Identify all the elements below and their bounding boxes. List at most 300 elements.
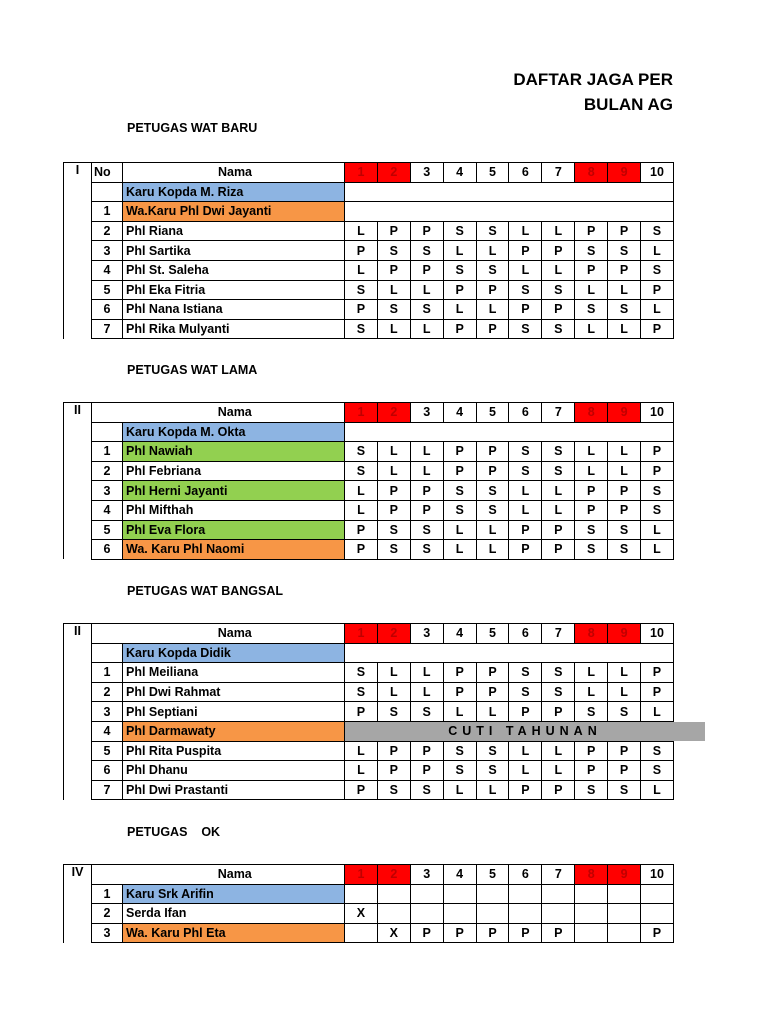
staff-name: Phl Nawiah: [123, 442, 345, 462]
shift-cell: P: [345, 520, 378, 540]
shift-cell: S: [509, 319, 542, 339]
shift-cell: L: [542, 741, 575, 761]
shift-cell: L: [377, 663, 410, 683]
shift-cell: P: [345, 780, 378, 800]
day-header: 6: [509, 865, 542, 885]
shift-cell: L: [575, 280, 608, 300]
shift-cell: S: [410, 780, 443, 800]
shift-cell: P: [443, 280, 476, 300]
shift-cell: S: [509, 442, 542, 462]
shift-cell: S: [377, 780, 410, 800]
shift-cell: S: [410, 241, 443, 261]
shift-cell: L: [509, 741, 542, 761]
shift-cell: P: [641, 280, 674, 300]
shift-cell: P: [443, 461, 476, 481]
staff-name: Phl Nana Istiana: [123, 300, 345, 320]
table-row: [64, 741, 674, 761]
day-header: 8: [575, 163, 608, 183]
staff-name: Karu Kopda M. Riza: [123, 182, 345, 202]
table-row: [64, 260, 674, 280]
roster-table: [63, 864, 674, 943]
shift-cell: P: [608, 761, 641, 781]
shift-cell: P: [641, 682, 674, 702]
day-header: 3: [410, 163, 443, 183]
shift-cell: P: [542, 923, 575, 943]
shift-cell: [345, 884, 378, 904]
shift-cell: P: [608, 221, 641, 241]
shift-cell-empty: [345, 643, 674, 663]
shift-cell: P: [608, 481, 641, 501]
shift-cell: [345, 923, 378, 943]
row-number: [92, 643, 123, 663]
table-row: [64, 520, 674, 540]
shift-cell: P: [641, 442, 674, 462]
shift-cell: P: [410, 260, 443, 280]
column-header-name: Nama: [123, 163, 345, 183]
shift-cell: L: [608, 280, 641, 300]
shift-cell: S: [641, 481, 674, 501]
shift-cell: P: [443, 682, 476, 702]
shift-cell: S: [345, 461, 378, 481]
row-number: 2: [92, 461, 123, 481]
shift-cell: [608, 884, 641, 904]
staff-name: Phl Rika Mulyanti: [123, 319, 345, 339]
shift-cell: S: [377, 520, 410, 540]
shift-cell: S: [575, 300, 608, 320]
staff-name: Phl Riana: [123, 221, 345, 241]
shift-cell: P: [410, 741, 443, 761]
shift-cell: S: [476, 481, 509, 501]
table-row: [64, 461, 674, 481]
shift-cell: S: [377, 702, 410, 722]
shift-cell: L: [641, 241, 674, 261]
shift-cell: P: [443, 319, 476, 339]
shift-cell: L: [608, 319, 641, 339]
shift-cell: S: [509, 663, 542, 683]
shift-cell: L: [443, 540, 476, 560]
shift-cell: L: [410, 682, 443, 702]
day-header: 4: [443, 865, 476, 885]
shift-cell: P: [641, 461, 674, 481]
table-row: [64, 241, 674, 261]
shift-cell: P: [377, 221, 410, 241]
shift-cell: L: [377, 280, 410, 300]
shift-cell: L: [641, 520, 674, 540]
row-number: 4: [92, 260, 123, 280]
shift-cell: S: [509, 682, 542, 702]
shift-cell: S: [377, 241, 410, 261]
day-header: 8: [575, 865, 608, 885]
shift-cell: P: [608, 260, 641, 280]
table-row: [64, 884, 674, 904]
day-header: 6: [509, 624, 542, 644]
row-number: 4: [92, 500, 123, 520]
day-header: 9: [608, 865, 641, 885]
row-number: 1: [92, 202, 123, 222]
row-number: 2: [92, 221, 123, 241]
shift-cell: S: [641, 221, 674, 241]
shift-cell: P: [542, 702, 575, 722]
shift-cell: P: [575, 500, 608, 520]
shift-cell: S: [476, 500, 509, 520]
shift-cell: S: [575, 780, 608, 800]
shift-cell: P: [377, 500, 410, 520]
staff-name: Phl Septiani: [123, 702, 345, 722]
row-number: 5: [92, 741, 123, 761]
shift-cell: S: [345, 442, 378, 462]
day-header: 9: [608, 163, 641, 183]
day-header: 7: [542, 163, 575, 183]
shift-cell: L: [377, 442, 410, 462]
day-header: 3: [410, 624, 443, 644]
table-row: [64, 221, 674, 241]
shift-cell: L: [377, 319, 410, 339]
table-row: [64, 442, 674, 462]
shift-cell: L: [575, 461, 608, 481]
shift-cell: L: [410, 663, 443, 683]
shift-cell: L: [641, 702, 674, 722]
table-row: [64, 202, 674, 222]
day-header: 1: [345, 624, 378, 644]
shift-cell: S: [476, 761, 509, 781]
staff-name: Phl Mifthah: [123, 500, 345, 520]
roster-table: [63, 402, 674, 560]
day-header: 1: [345, 865, 378, 885]
table-row: [64, 300, 674, 320]
leave-note: CUTI TAHUNAN: [345, 722, 705, 741]
shift-cell: S: [443, 741, 476, 761]
shift-cell: [377, 884, 410, 904]
staff-name: Serda Ifan: [123, 904, 345, 924]
row-number: 1: [92, 442, 123, 462]
shift-cell: L: [410, 280, 443, 300]
header-row: [64, 163, 674, 183]
shift-cell: P: [443, 442, 476, 462]
shift-cell: S: [443, 761, 476, 781]
shift-cell: S: [608, 780, 641, 800]
day-header: 8: [575, 624, 608, 644]
table-row: [64, 500, 674, 520]
page-title-line-2: BULAN AG: [583, 95, 673, 114]
shift-cell: P: [345, 300, 378, 320]
day-header: 7: [542, 865, 575, 885]
section-number: II: [64, 403, 92, 560]
day-header: 5: [476, 163, 509, 183]
day-header: 4: [443, 624, 476, 644]
shift-cell: P: [542, 540, 575, 560]
staff-name: Phl St. Saleha: [123, 260, 345, 280]
shift-cell: P: [345, 702, 378, 722]
shift-cell: P: [345, 540, 378, 560]
shift-cell: S: [443, 500, 476, 520]
shift-cell: L: [608, 682, 641, 702]
table-row: [64, 643, 674, 663]
staff-name: Karu Kopda M. Okta: [123, 422, 345, 442]
shift-cell: P: [509, 520, 542, 540]
shift-cell: S: [345, 280, 378, 300]
shift-cell: P: [641, 923, 674, 943]
table-row: [64, 904, 674, 924]
shift-cell: P: [377, 741, 410, 761]
shift-cell: S: [641, 500, 674, 520]
shift-cell: L: [542, 481, 575, 501]
day-header: 3: [410, 403, 443, 423]
shift-cell-empty: [345, 721, 674, 741]
staff-name: Phl Eva Flora: [123, 520, 345, 540]
row-number: [92, 422, 123, 442]
row-number: 7: [92, 319, 123, 339]
shift-cell: S: [608, 241, 641, 261]
shift-cell: P: [410, 481, 443, 501]
shift-cell: P: [608, 500, 641, 520]
shift-cell: [443, 884, 476, 904]
shift-cell: P: [608, 741, 641, 761]
table-row: [64, 923, 674, 943]
shift-cell: L: [641, 540, 674, 560]
shift-cell: L: [542, 260, 575, 280]
column-header-name: Nama: [123, 403, 345, 423]
shift-cell: [641, 904, 674, 924]
shift-cell: L: [410, 461, 443, 481]
shift-cell: [476, 904, 509, 924]
shift-cell: L: [443, 300, 476, 320]
staff-name: Phl Dwi Rahmat: [123, 682, 345, 702]
table-row: [64, 422, 674, 442]
shift-cell: L: [443, 520, 476, 540]
day-header: 5: [476, 624, 509, 644]
day-header: 2: [377, 865, 410, 885]
row-number: 5: [92, 520, 123, 540]
shift-cell: P: [542, 241, 575, 261]
shift-cell: [476, 884, 509, 904]
shift-cell: S: [542, 682, 575, 702]
shift-cell: P: [641, 663, 674, 683]
day-header: 3: [410, 865, 443, 885]
shift-cell: L: [509, 761, 542, 781]
shift-cell: P: [410, 923, 443, 943]
shift-cell: S: [641, 741, 674, 761]
shift-cell: P: [377, 260, 410, 280]
column-header-no: [92, 403, 123, 423]
shift-cell: L: [345, 481, 378, 501]
table-row: [64, 761, 674, 781]
shift-cell: L: [345, 500, 378, 520]
shift-cell: P: [476, 461, 509, 481]
row-number: 3: [92, 481, 123, 501]
shift-cell: S: [575, 540, 608, 560]
shift-cell: S: [608, 520, 641, 540]
shift-cell: S: [641, 761, 674, 781]
shift-cell: [641, 884, 674, 904]
shift-cell: [542, 904, 575, 924]
shift-cell: [377, 904, 410, 924]
staff-name: Karu Srk Arifin: [123, 884, 345, 904]
staff-name: Wa.Karu Phl Dwi Jayanti: [123, 202, 345, 222]
shift-cell: P: [476, 682, 509, 702]
shift-cell: [542, 884, 575, 904]
shift-cell: S: [476, 260, 509, 280]
table-row: [64, 319, 674, 339]
shift-cell: [575, 923, 608, 943]
shift-cell: P: [509, 300, 542, 320]
row-number: 5: [92, 280, 123, 300]
shift-cell: S: [575, 241, 608, 261]
column-header-name: Nama: [123, 865, 345, 885]
shift-cell: S: [377, 540, 410, 560]
section-title: PETUGAS WAT BARU: [127, 121, 258, 135]
row-number: 2: [92, 904, 123, 924]
shift-cell: L: [377, 682, 410, 702]
shift-cell: S: [542, 319, 575, 339]
shift-cell: L: [575, 663, 608, 683]
shift-cell: L: [641, 300, 674, 320]
shift-cell: P: [542, 300, 575, 320]
shift-cell-empty: [345, 422, 674, 442]
table-row: [64, 721, 674, 741]
section-title: PETUGAS WAT LAMA: [127, 363, 258, 377]
shift-cell: S: [476, 221, 509, 241]
section-number: IV: [64, 865, 92, 943]
header-row: [64, 403, 674, 423]
day-header: 8: [575, 403, 608, 423]
shift-cell: L: [476, 520, 509, 540]
shift-cell: S: [377, 300, 410, 320]
shift-cell: S: [608, 702, 641, 722]
staff-name: Phl Rita Puspita: [123, 741, 345, 761]
shift-cell: S: [509, 461, 542, 481]
column-header-name: Nama: [123, 624, 345, 644]
day-header: 2: [377, 163, 410, 183]
shift-cell: L: [608, 461, 641, 481]
shift-cell: L: [509, 500, 542, 520]
shift-cell: S: [542, 280, 575, 300]
shift-cell: S: [542, 663, 575, 683]
shift-cell: S: [345, 663, 378, 683]
section-title: PETUGAS OK: [127, 825, 221, 839]
shift-cell: L: [410, 442, 443, 462]
shift-cell: P: [509, 923, 542, 943]
roster-table: [63, 162, 674, 339]
shift-cell: P: [377, 481, 410, 501]
day-header: 10: [641, 865, 674, 885]
shift-cell: S: [608, 540, 641, 560]
row-number: 6: [92, 540, 123, 560]
shift-cell: [608, 904, 641, 924]
table-row: [64, 481, 674, 501]
shift-cell: P: [410, 761, 443, 781]
day-header: 4: [443, 403, 476, 423]
shift-cell: P: [509, 241, 542, 261]
section-number: II: [64, 624, 92, 800]
column-header-no: [92, 624, 123, 644]
staff-name: Phl Sartika: [123, 241, 345, 261]
day-header: 4: [443, 163, 476, 183]
column-header-no: No: [92, 163, 123, 183]
day-header: 6: [509, 163, 542, 183]
shift-cell: L: [542, 221, 575, 241]
roster-table: [63, 623, 674, 800]
shift-cell: P: [575, 741, 608, 761]
section-number: I: [64, 163, 92, 339]
shift-cell: S: [542, 461, 575, 481]
shift-cell: [575, 884, 608, 904]
day-header: 9: [608, 624, 641, 644]
section-title: PETUGAS WAT BANGSAL: [127, 584, 284, 598]
staff-name: Phl Herni Jayanti: [123, 481, 345, 501]
shift-cell: S: [575, 702, 608, 722]
shift-cell: S: [410, 540, 443, 560]
row-number: 6: [92, 761, 123, 781]
row-number: 1: [92, 884, 123, 904]
shift-cell: P: [575, 221, 608, 241]
staff-name: Phl Dwi Prastanti: [123, 780, 345, 800]
shift-cell: L: [410, 319, 443, 339]
shift-cell: S: [476, 741, 509, 761]
shift-cell: S: [345, 319, 378, 339]
day-header: 2: [377, 403, 410, 423]
table-row: [64, 540, 674, 560]
row-number: 4: [92, 721, 123, 741]
shift-cell: L: [575, 442, 608, 462]
shift-cell: [608, 923, 641, 943]
shift-cell: S: [542, 442, 575, 462]
shift-cell: [410, 904, 443, 924]
shift-cell: L: [509, 221, 542, 241]
shift-cell: P: [443, 663, 476, 683]
shift-cell: L: [377, 461, 410, 481]
table-row: [64, 682, 674, 702]
shift-cell: L: [608, 663, 641, 683]
header-row: [64, 865, 674, 885]
shift-cell: P: [476, 319, 509, 339]
shift-cell: P: [542, 520, 575, 540]
shift-cell-empty: [345, 182, 674, 202]
staff-name: Karu Kopda Didik: [123, 643, 345, 663]
shift-cell: P: [542, 780, 575, 800]
shift-cell: L: [542, 761, 575, 781]
shift-cell: S: [641, 260, 674, 280]
shift-cell: L: [608, 442, 641, 462]
shift-cell: L: [509, 260, 542, 280]
day-header: 10: [641, 624, 674, 644]
table-row: [64, 280, 674, 300]
row-number: 3: [92, 923, 123, 943]
row-number: 1: [92, 663, 123, 683]
shift-cell: L: [641, 780, 674, 800]
table-row: [64, 663, 674, 683]
shift-cell: P: [509, 702, 542, 722]
shift-cell: P: [476, 442, 509, 462]
shift-cell: P: [377, 761, 410, 781]
shift-cell: S: [575, 520, 608, 540]
shift-cell: L: [476, 780, 509, 800]
shift-cell: L: [443, 780, 476, 800]
shift-cell: S: [410, 520, 443, 540]
row-number: 3: [92, 241, 123, 261]
shift-cell: P: [410, 500, 443, 520]
row-number: 6: [92, 300, 123, 320]
row-number: 3: [92, 702, 123, 722]
staff-name: Wa. Karu Phl Eta: [123, 923, 345, 943]
shift-cell: L: [476, 702, 509, 722]
staff-name: Phl Eka Fitria: [123, 280, 345, 300]
shift-cell: L: [542, 500, 575, 520]
shift-cell: X: [377, 923, 410, 943]
shift-cell: P: [641, 319, 674, 339]
shift-cell: [410, 884, 443, 904]
shift-cell: P: [575, 260, 608, 280]
shift-cell: [509, 904, 542, 924]
